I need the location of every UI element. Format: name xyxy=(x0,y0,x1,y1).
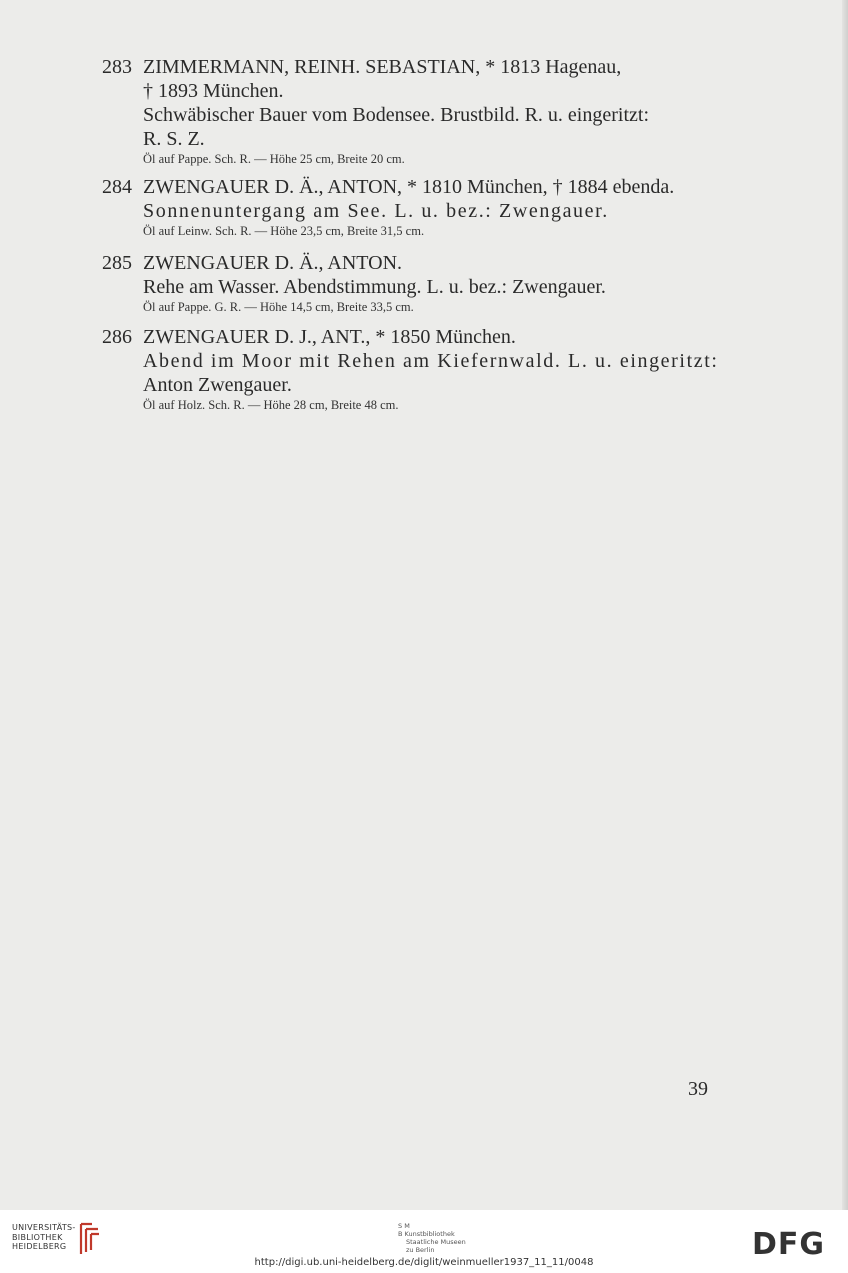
heidelberg-library-logo-icon xyxy=(78,1220,102,1256)
artwork-medium: Öl auf Holz. Sch. R. — Höhe 28 cm, Breite 48 cm. xyxy=(143,398,399,412)
smb-line: Staatliche Museen xyxy=(406,1238,466,1246)
artwork-title-cont: R. S. Z. xyxy=(143,128,205,150)
artist-heading: ZIMMERMANN, REINH. SEBASTIAN, * 1813 Hagenau, xyxy=(143,56,622,78)
artist-dates: † 1893 München. xyxy=(143,80,284,102)
entry-number: 283 xyxy=(102,56,132,78)
library-line: BIBLIOTHEK xyxy=(12,1232,63,1242)
library-line: HEIDELBERG xyxy=(12,1242,67,1251)
artwork-title: Schwäbischer Bauer vom Bodensee. Brustbild. R. u. eingeritzt: xyxy=(143,104,650,126)
artwork-medium: Öl auf Leinw. Sch. R. — Höhe 23,5 cm, Breite 31,5 cm. xyxy=(143,224,425,238)
smb-line: zu Berlin xyxy=(406,1246,435,1254)
artist-heading: ZWENGAUER D. J., ANT., * 1850 München. xyxy=(143,326,516,348)
smb-line: S M xyxy=(398,1222,410,1230)
page-number: 39 xyxy=(688,1078,708,1100)
smb-kunstbibliothek-logo xyxy=(398,1222,466,1254)
library-line: UNIVERSITÄTS- xyxy=(12,1223,76,1232)
entry-number: 284 xyxy=(102,176,132,198)
artwork-title: Sonnenuntergang am See. L. u. bez.: Zwengauer. xyxy=(143,200,609,222)
artwork-medium: Öl auf Pappe. G. R. — Höhe 14,5 cm, Breite 33,5 cm. xyxy=(143,300,414,314)
artwork-title-cont: Anton Zwengauer. xyxy=(143,374,292,396)
smb-line: B Kunstbibliothek xyxy=(398,1230,455,1238)
page-edge xyxy=(842,0,848,1210)
artwork-title: Abend im Moor mit Rehen am Kiefernwald. L. u. eingeritzt: xyxy=(143,350,719,372)
artwork-medium: Öl auf Pappe. Sch. R. — Höhe 25 cm, Breite 20 cm. xyxy=(143,152,405,166)
dfg-logo: DFG xyxy=(752,1227,826,1262)
entry-number: 286 xyxy=(102,326,132,348)
library-name xyxy=(12,1223,76,1252)
artwork-title: Rehe am Wasser. Abendstimmung. L. u. bez.: Zwengauer. xyxy=(143,276,606,298)
source-url-link[interactable]: http://digi.ub.uni-heidelberg.de/diglit/weinmueller1937_11_11/0048 xyxy=(254,1257,594,1268)
entry-number: 285 xyxy=(102,252,132,274)
artist-heading: ZWENGAUER D. Ä., ANTON, * 1810 München, † 1884 ebenda. xyxy=(143,176,675,198)
artist-heading: ZWENGAUER D. Ä., ANTON. xyxy=(143,252,403,274)
